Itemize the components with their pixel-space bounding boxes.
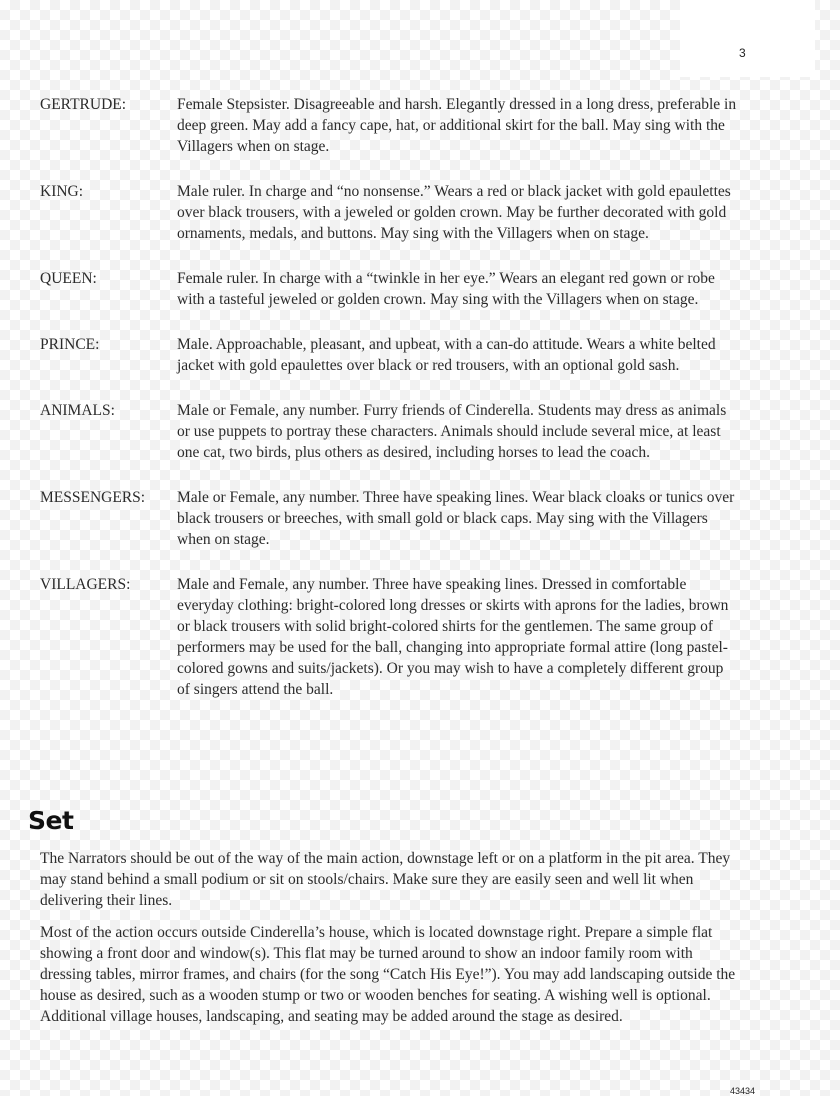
set-paragraph: The Narrators should be out of the way of the main action, downstage left or on a platform in the pit area. They may stand behind a small podium or sit on stools/chairs. Make sure they are easily seen and well lit when delivering their lines. (40, 850, 731, 909)
character-entry (40, 268, 800, 310)
character-entry (40, 334, 800, 376)
character-name: GERTRUDE: (40, 96, 127, 113)
character-entry (40, 574, 800, 700)
character-description: Female ruler. In charge with a “twinkle in her eye.” Wears an elegant red gown or robe with a tasteful jeweled or golden crown. May sing with the Villagers when on stage. (177, 270, 715, 308)
footer-code: 43434 (730, 1086, 756, 1096)
character-entry (40, 94, 800, 157)
set-section-heading: Set (28, 806, 74, 835)
character-name: QUEEN: (40, 270, 97, 287)
character-name: PRINCE: (40, 336, 100, 353)
page-number: 3 (739, 46, 746, 60)
character-description: Male and Female, any number. Three have speaking lines. Dressed in comfortable everyday clothing: bright-colored long dresses or skirts with aprons for the ladies, brown or black trousers with solid bright-colored shirts for the gentlemen. The same group of performers may be used for the ball, changing into appropriate formal attire (long pastel-colored gowns and suits/jackets). Or you may wish to have a completely different group of singers attend the ball. (177, 576, 729, 698)
character-list (40, 94, 800, 700)
character-name: ANIMALS: (40, 402, 115, 419)
character-description: Male ruler. In charge and “no nonsense.” Wears a red or black jacket with gold epaulettes over black trousers, with a jeweled or golden crown. May be further decorated with gold ornaments, medals, and buttons. May sing with the Villagers when on stage. (177, 183, 731, 242)
character-name: MESSENGERS: (40, 489, 146, 506)
character-name: VILLAGERS: (40, 576, 131, 593)
character-entry (40, 181, 800, 244)
character-entry (40, 487, 800, 550)
set-section-body (40, 848, 740, 1038)
character-description: Female Stepsister. Disagreeable and harsh. Elegantly dressed in a long dress, preferable in deep green. May add a fancy cape, hat, or additional skirt for the ball. May sing with the Villagers when on stage. (177, 96, 737, 155)
character-entry (40, 400, 800, 463)
character-description: Male or Female, any number. Three have speaking lines. Wear black cloaks or tunics over black trousers or breeches, with small gold or black caps. May sing with the Villagers when on stage. (177, 489, 735, 548)
set-paragraph: Most of the action occurs outside Cinderella’s house, which is located downstage right. Prepare a simple flat showing a front door and window(s). This flat may be turned around to show an indoor family room with dressing tables, mirror frames, and chairs (for the song “Catch His Eye!”). You may add landscaping outside the house as desired, such as a wooden stump or two or wooden benches for seating. A wishing well is optional. Additional village houses, landscaping, and seating may be added around the stage as desired. (40, 924, 736, 1025)
character-description: Male. Approachable, pleasant, and upbeat, with a can-do attitude. Wears a white belted jacket with gold epaulettes over black or red trousers, with an optional gold sash. (177, 336, 716, 374)
character-description: Male or Female, any number. Furry friends of Cinderella. Students may dress as animals or use puppets to portray these characters. Animals should include several mice, at least one cat, two birds, plus others as desired, including horses to lead the coach. (177, 402, 727, 461)
character-name: KING: (40, 183, 84, 200)
page-number-box (680, 0, 815, 77)
